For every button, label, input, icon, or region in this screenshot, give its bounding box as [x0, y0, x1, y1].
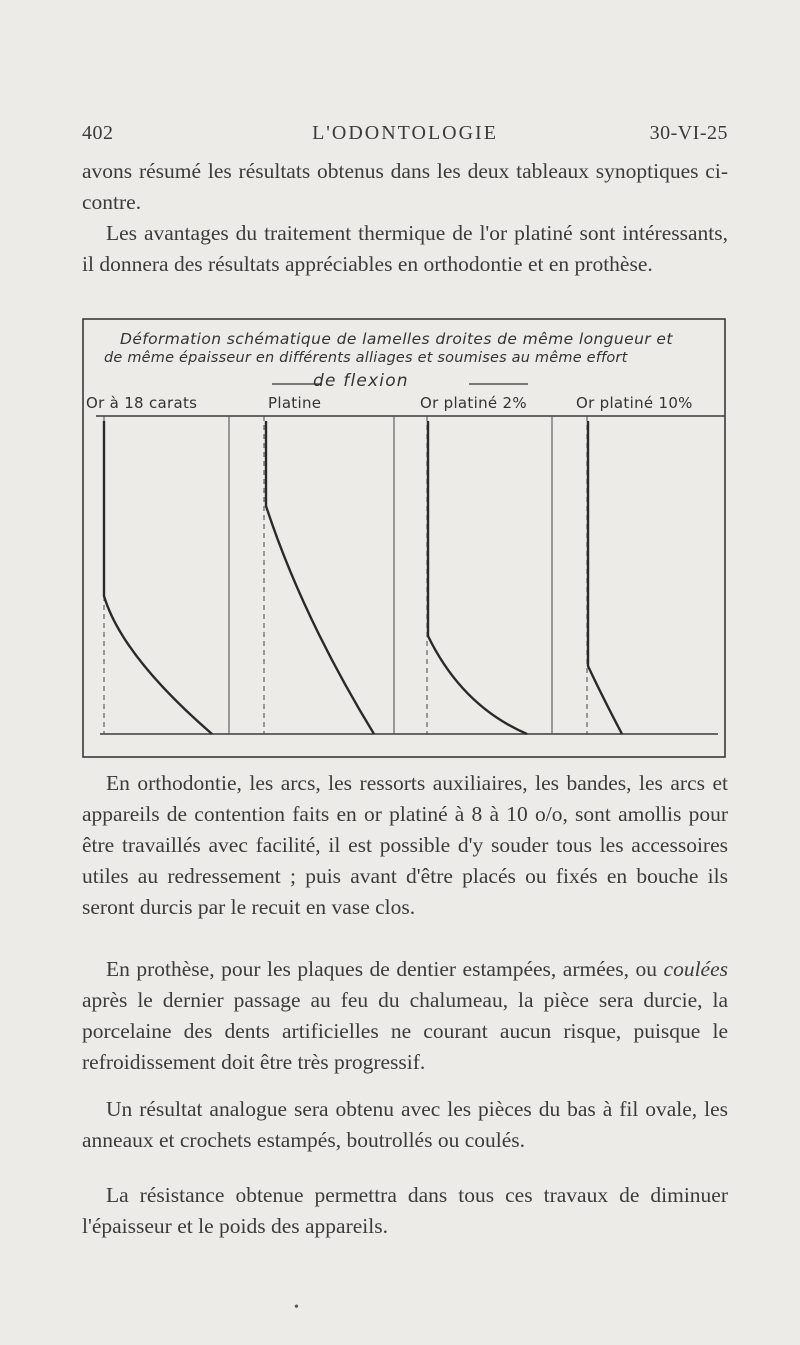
footer-mark: • — [294, 1300, 299, 1315]
lamella-gold-18k — [104, 421, 212, 734]
paragraph-prothese — [82, 954, 728, 1078]
paragraph-orthodontie: En orthodontie, les arcs, les ressorts auxiliaires, les bandes, les arcs et appareils de contention faits en or platiné à 8 à 10 o/o, sont amollis pour être travaillés avec facilité, il est possible d'y souder tous les accessoires utiles au redressement ; puis avant d'être placés ou fixés en bouche ils seront durcis par le recuit en vase clos. — [82, 771, 728, 919]
paragraph-resistance: La résistance obtenue permettra dans tous ces travaux de diminuer l'épaisseur et le poids des appareils. — [82, 1183, 728, 1238]
column-label-gold-18k: Or à 18 carats — [86, 394, 198, 412]
column-label-gold-platinum-10: Or platiné 10% — [576, 394, 693, 412]
prothese-text-end: après le dernier passage au feu du chalumeau, la pièce sera durcie, la porcelaine des dents artificielles ne courant aucun risque, puisque le refroidissement doit être très progressif. — [82, 988, 728, 1074]
prothese-italic-word: coulées — [663, 957, 728, 981]
paragraph-analogue: Un résultat analogue sera obtenu avec les pièces du bas à fil ovale, les anneaux et crochets estampés, boutrollés ou coulés. — [82, 1097, 728, 1152]
paragraph-continued: avons résumé les résultats obtenus dans les deux tableaux synoptiques ci-contre. — [82, 159, 728, 214]
deformation-figure — [82, 316, 727, 760]
page-number: 402 — [82, 122, 114, 144]
prothese-text-start: En prothèse, pour les plaques de dentier estampées, armées, ou — [106, 957, 664, 981]
figure-caption-line3: de flexion — [313, 371, 409, 391]
journal-title: L'ODONTOLOGIE — [312, 122, 498, 144]
lamella-platinum — [266, 421, 374, 734]
running-header — [82, 122, 728, 152]
issue-date: 30-VI-25 — [649, 122, 728, 144]
lamella-gold-platinum-10 — [588, 421, 622, 734]
figure-caption-line2: de même épaisseur en différents alliages et soumises au même effort — [104, 350, 628, 366]
figure-caption-line1: Déformation schématique de lamelles droites de même longueur et — [120, 330, 673, 348]
lamella-gold-platinum-2 — [428, 421, 527, 734]
column-label-platinum: Platine — [268, 394, 322, 412]
paragraph-advantages: Les avantages du traitement thermique de l'or platiné sont intéressants, il donnera des résultats appréciables en orthodontie et en prothèse. — [82, 221, 728, 276]
column-label-gold-platinum-2: Or platiné 2% — [420, 394, 527, 412]
